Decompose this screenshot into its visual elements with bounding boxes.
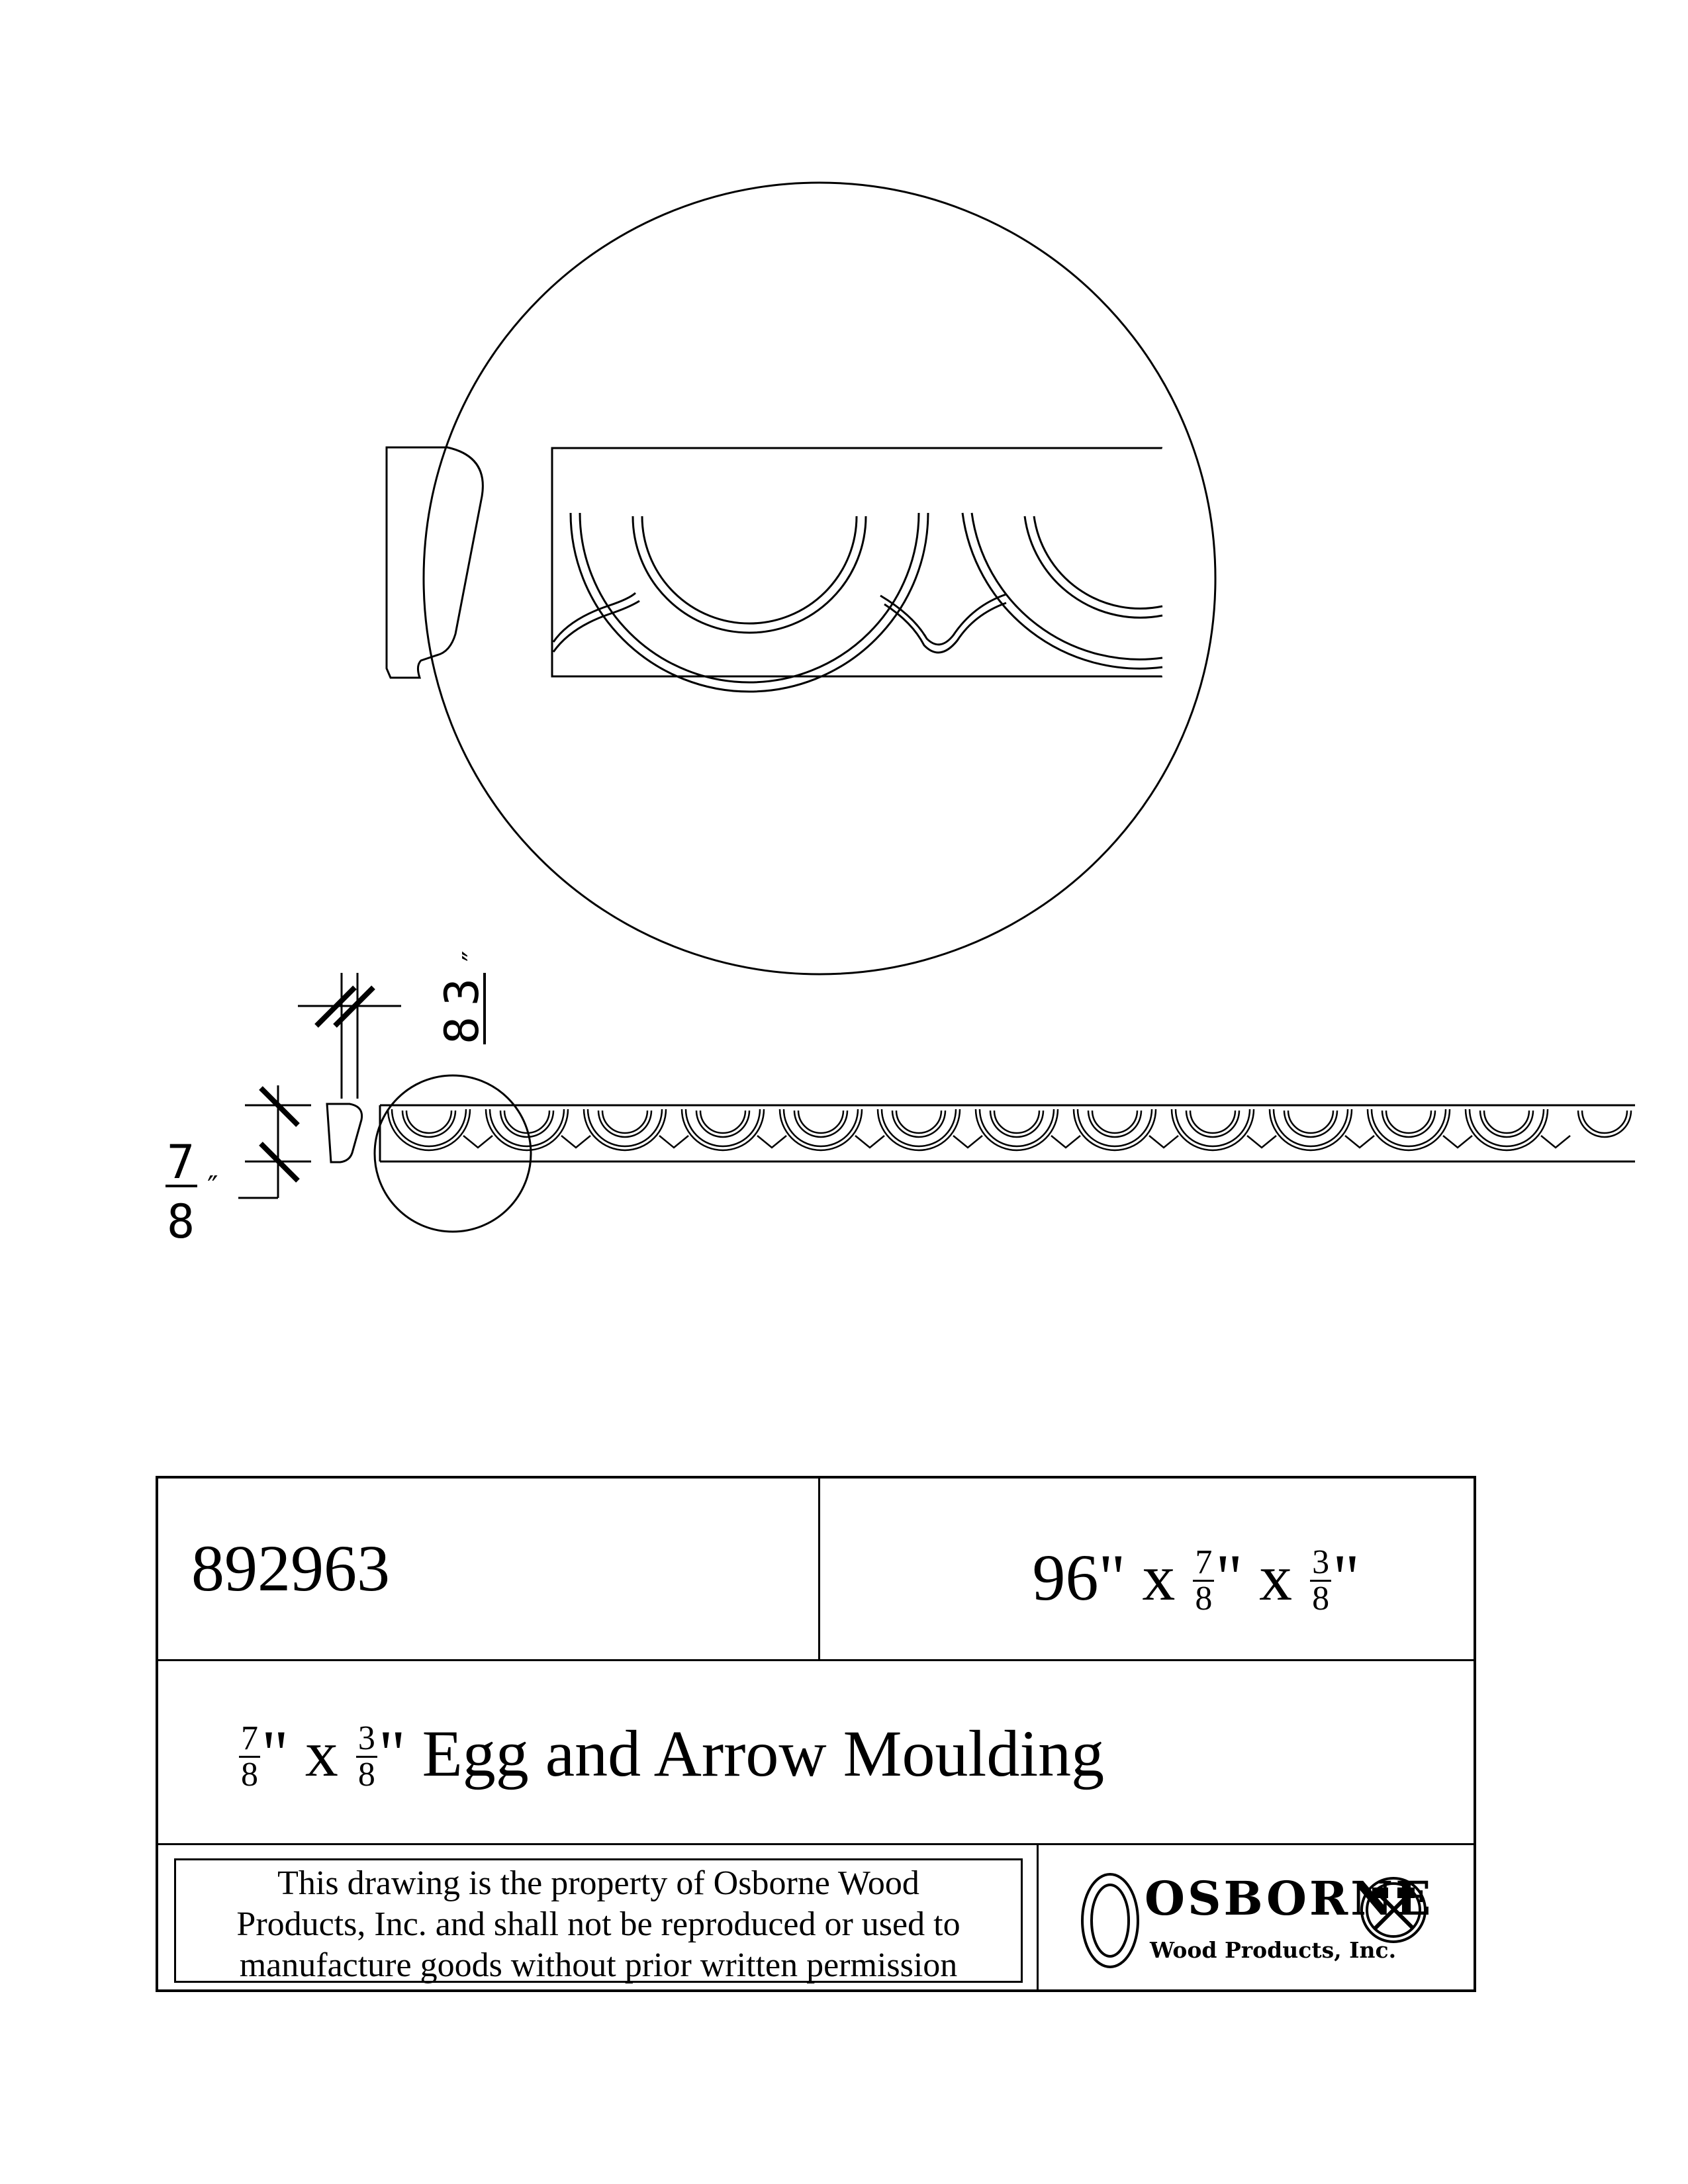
- logo-cell: [1039, 1845, 1474, 1989]
- desc-height-frac: $\frac{3}{8}$: [356, 1721, 377, 1792]
- strip-egg-arc: [1092, 1111, 1137, 1133]
- strip-arrow: [561, 1136, 590, 1148]
- strip-egg-arc: [780, 1109, 862, 1150]
- strip-arrow: [463, 1136, 492, 1148]
- strip-egg-arc: [1270, 1109, 1352, 1150]
- description-cell: [158, 1661, 1474, 1845]
- detail-egg-2-inner: [1025, 516, 1162, 617]
- logo-wordmark: OSBORNE: [1145, 1871, 1434, 1926]
- title-block: [156, 1476, 1476, 1992]
- detail-egg-1-outer: [571, 513, 928, 692]
- overall-dimensions: [1032, 1541, 1360, 1620]
- strip-egg-arc: [1190, 1111, 1235, 1133]
- desc-width-inch: ": [261, 1717, 289, 1790]
- dim-thick-num: 3: [435, 978, 489, 1006]
- dimensions-cell: [820, 1479, 1474, 1661]
- property-notice: [174, 1858, 1023, 1983]
- strip-egg-arc: [700, 1111, 745, 1133]
- osborne-logo: [1072, 1865, 1442, 1978]
- strip-egg-pattern: [388, 1109, 1631, 1150]
- detail-arrow-left-2: [553, 601, 639, 652]
- desc-width-frac: $\frac{7}{8}$: [239, 1721, 260, 1792]
- strip-egg-arc: [682, 1109, 764, 1150]
- desc-sep: x: [305, 1717, 338, 1790]
- strip-egg-arc: [994, 1111, 1039, 1133]
- dim-width-inch: ": [1215, 1541, 1243, 1614]
- detail-egg-1-outer-inner: [580, 513, 919, 682]
- detail-egg-1-inner: [633, 516, 866, 633]
- strip-arrow: [1051, 1136, 1080, 1148]
- strip-arrow: [757, 1136, 786, 1148]
- dim-height-inch: ″: [204, 1170, 222, 1204]
- notice-line-1: This drawing is the property of Osborne Wood: [277, 1864, 919, 1902]
- dim-height-tick-top: [261, 1088, 298, 1125]
- part-number: 892963: [191, 1531, 390, 1605]
- strip-egg-arc: [1368, 1109, 1450, 1150]
- strip-egg-arc: [584, 1109, 666, 1150]
- strip-arrow: [1541, 1136, 1570, 1148]
- detail-egg-2-outer-inner: [972, 513, 1162, 659]
- strip-egg-arc: [976, 1109, 1058, 1150]
- strip-egg-arc: [1466, 1109, 1548, 1150]
- notice-line-2: Products, Inc. and shall not be reproduced or used to: [236, 1905, 961, 1943]
- strip-arrow: [659, 1136, 688, 1148]
- dim-thick-inch: ″: [457, 947, 491, 965]
- strip-egg-arc: [1172, 1109, 1254, 1150]
- dim-thick-den: 8: [435, 1016, 489, 1044]
- strip-arrow: [1247, 1136, 1276, 1148]
- strip-arrow: [855, 1136, 884, 1148]
- strip-egg-arc: [798, 1111, 843, 1133]
- detail-circle: [424, 183, 1215, 974]
- strip-egg-arc: [1074, 1109, 1156, 1150]
- strip-arrow: [1345, 1136, 1374, 1148]
- dim-height-inch: ": [1333, 1541, 1360, 1614]
- dim-width-frac: $\frac{7}{8}$: [1193, 1545, 1214, 1616]
- strip-egg-arc: [878, 1109, 960, 1150]
- dim-sep-1: x: [1142, 1541, 1176, 1614]
- strip-arrow: [953, 1136, 982, 1148]
- desc-height-inch: ": [378, 1717, 406, 1790]
- strip-arrow: [1149, 1136, 1178, 1148]
- dim-length: 96": [1032, 1541, 1126, 1614]
- strip-egg-arc: [1386, 1111, 1431, 1133]
- strip-egg-arc: [602, 1111, 647, 1133]
- detail-egg-1-inner-2: [642, 516, 857, 623]
- reference-circle: [375, 1075, 531, 1232]
- detail-arrow-center: [880, 594, 1006, 645]
- strip-egg-arc: [1288, 1111, 1333, 1133]
- description: [238, 1717, 1105, 1796]
- dim-height-den: 8: [167, 1195, 195, 1249]
- strip-egg-arc: [388, 1109, 470, 1150]
- part-number-cell: [158, 1479, 820, 1661]
- strip-egg-arc: [1582, 1111, 1627, 1133]
- strip-egg-arc: [896, 1111, 941, 1133]
- dim-height-num: 7: [167, 1135, 195, 1189]
- strip-egg-arc: [1484, 1111, 1529, 1133]
- detail-egg-2-inner-2: [1034, 516, 1162, 609]
- strip-egg-arc: [406, 1111, 451, 1133]
- dim-height-frac: $\frac{3}{8}$: [1310, 1545, 1331, 1616]
- detail-egg-2-outer: [962, 513, 1162, 668]
- dim-sep-2: x: [1259, 1541, 1293, 1614]
- logo-subtitle: Wood Products, Inc.: [1150, 1937, 1397, 1963]
- notice-line-3: manufacture goods without prior written permission: [239, 1946, 958, 1984]
- strip-arrow: [1443, 1136, 1472, 1148]
- desc-name: Egg and Arrow Moulding: [422, 1717, 1105, 1790]
- profile-section: [327, 1104, 362, 1162]
- notice-cell: [158, 1845, 1039, 1989]
